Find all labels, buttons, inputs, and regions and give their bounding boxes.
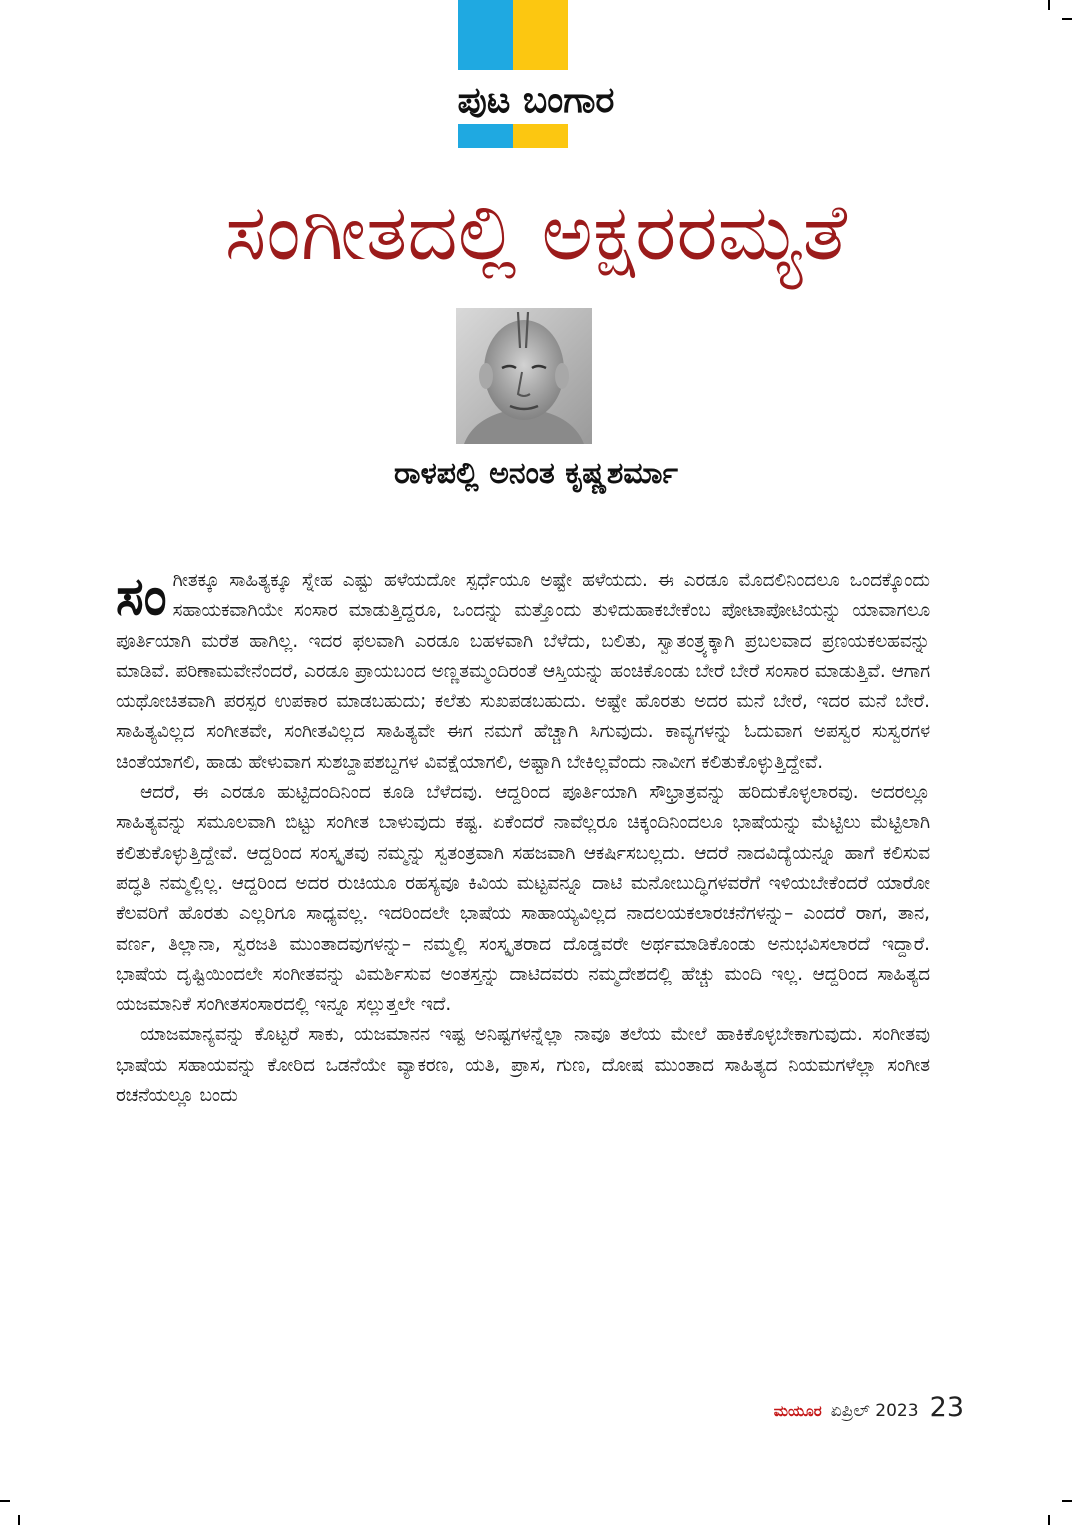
crop-mark: [1048, 0, 1050, 10]
crop-mark: [0, 1500, 10, 1502]
crop-mark: [1062, 1500, 1072, 1502]
section-label: ಪುಟ ಬಂಗಾರ: [457, 80, 615, 121]
crop-mark: [1048, 1515, 1050, 1525]
issue-date: ಏಪ್ರಿಲ್ 2023: [830, 1401, 919, 1421]
crop-mark: [1062, 18, 1072, 20]
page-footer: [680, 1390, 964, 1429]
article-headline: ಸಂಗೀತದಲ್ಲಿ ಅಕ್ಷರರಮ್ಯತೆ: [224, 188, 848, 278]
author-portrait: [456, 308, 592, 444]
page-number: 23: [929, 1392, 964, 1423]
article-paragraph: ಆದರೆ, ಈ ಎರಡೂ ಹುಟ್ಟಿದಂದಿನಿಂದ ಕೂಡಿ ಬೆಳೆದವು. ಆದ್ದರಿಂದ ಪೂರ್ತಿಯಾಗಿ ಸೌಭ್ರಾತ್ರವನ್ನು ಹರಿದುಕೊಳ್ಳಲಾರವು. ಅದರಲ್ಲೂ ಸಾಹಿತ್ಯವನ್ನು ಸಮೂಲವಾಗಿ ಬಿಟ್ಟು ಸಂಗೀತ ಬಾಳುವುದು ಕಷ್ಟ. ಏಕೆಂದರೆ ನಾವೆಲ್ಲರೂ ಚಿಕ್ಕಂದಿನಿಂದಲೂ ಭಾಷೆಯನ್ನು ಮೆಟ್ಟಿಲು ಮೆಟ್ಟಿಲಾಗಿ ಕಲಿತುಕೊಳ್ಳುತ್ತಿದ್ದೇವೆ. ಆದ್ದರಿಂದ ಸಂಸ್ಕೃತವು ನಮ್ಮನ್ನು ಸ್ವತಂತ್ರವಾಗಿ ಸಹಜವಾಗಿ ಆಕರ್ಷಿಸಬಲ್ಲದು. ಆದರೆ ನಾದವಿದ್ಯೆಯನ್ನೂ ಹಾಗೆ ಕಲಿಸುವ ಪದ್ಧತಿ ನಮ್ಮಲ್ಲಿಲ್ಲ. ಆದ್ದರಿಂದ ಅದರ ರುಚಿಯೂ ರಹಸ್ಯವೂ ಕಿವಿಯ ಮಟ್ಟವನ್ನೂ ದಾಟಿ ಮನೋಬುದ್ಧಿಗಳವರೆಗೆ ಇಳಿಯಬೇಕೆಂದರೆ ಯಾರೋ ಕೆಲವರಿಗೆ ಹೊರತು ಎಲ್ಲರಿಗೂ ಸಾಧ್ಯವಲ್ಲ. ಇದರಿಂದಲೇ ಭಾಷೆಯ ಸಾಹಾಯ್ಯವಿಲ್ಲದ ನಾದಲಯಕಲಾರಚನೆಗಳನ್ನು– ಎಂದರೆ ರಾಗ, ತಾನ, ವರ್ಣ, ತಿಲ್ಲಾನಾ, ಸ್ವರಜತಿ ಮುಂತಾದವುಗಳನ್ನು– ನಮ್ಮಲ್ಲಿ ಸಂಸ್ಕೃತರಾದ ದೊಡ್ಡವರೇ ಅರ್ಥಮಾಡಿಕೊಂಡು ಅನುಭವಿಸಲಾರದೆ ಇದ್ದಾರೆ. ಭಾಷೆಯ ದೃಷ್ಟಿಯಿಂದಲೇ ಸಂಗೀತವನ್ನು ವಿಮರ್ಶಿಸುವ ಅಂತಸ್ತನ್ನು ದಾಟಿದವರು ನಮ್ಮದೇಶದಲ್ಲಿ ಹೆಚ್ಚು ಮಂದಿ ಇಲ್ಲ. ಆದ್ದರಿಂದ ಸಾಹಿತ್ಯದ ಯಜಮಾನಿಕೆ ಸಂಗೀತಸಂಸಾರದಲ್ಲಿ ಇನ್ನೂ ಸಲ್ಲುತ್ತಲೇ ಇದೆ.: [116, 782, 930, 1016]
article-paragraph: ಯಾಜಮಾನ್ಯವನ್ನು ಕೊಟ್ಟರೆ ಸಾಕು, ಯಜಮಾನನ ಇಷ್ಟ ಅನಿಷ್ಟಗಳನ್ನೆಲ್ಲಾ ನಾವೂ ತಲೆಯ ಮೇಲೆ ಹಾಕಿಕೊಳ್ಳಬೇಕಾಗುವುದು. ಸಂಗೀತವು ಭಾಷೆಯ ಸಹಾಯವನ್ನು ಕೋರಿದ ಒಡನೆಯೇ ವ್ಯಾಕರಣ, ಯತಿ, ಪ್ರಾಸ, ಗುಣ, ದೋಷ ಮುಂತಾದ ಸಾಹಿತ್ಯದ ನಿಯಮಗಳೆಲ್ಲಾ ಸಂಗೀತ ರಚನೆಯಲ್ಲೂ ಬಂದು: [116, 1024, 930, 1107]
crop-mark: [18, 1515, 20, 1525]
author-name: ರಾಳಪಲ್ಲಿ ಅನಂತ ಕೃಷ್ಣಶರ್ಮಾ: [394, 456, 678, 491]
paragraph-text: ಗೀತಕ್ಕೂ ಸಾಹಿತ್ಯಕ್ಕೂ ಸ್ನೇಹ ಎಷ್ಟು ಹಳೆಯದೋ ಸ್ಪರ್ಧೆಯೂ ಅಷ್ಟೇ ಹಳೆಯದು. ಈ ಎರಡೂ ಮೊದಲಿನಿಂದಲೂ ಒಂದಕ್ಕೊಂದು ಸಹಾಯಕವಾಗಿಯೇ ಸಂಸಾರ ಮಾಡುತ್ತಿದ್ದರೂ, ಒಂದನ್ನು ಮತ್ತೊಂದು ತುಳಿದುಹಾಕಬೇಕೆಂಬ ಪೋಟಾಪೋಟಿಯನ್ನು ಯಾವಾಗಲೂ ಪೂರ್ತಿಯಾಗಿ ಮರೆತ ಹಾಗಿಲ್ಲ. ಇದರ ಫಲವಾಗಿ ಎರಡೂ ಬಹಳವಾಗಿ ಬೆಳೆದು, ಬಲಿತು, ಸ್ವಾತಂತ್ರ್ಯಕ್ಕಾಗಿ ಪ್ರಬಲವಾದ ಪ್ರಣಯಕಲಹವನ್ನು ಮಾಡಿವೆ. ಪರಿಣಾಮವೇನೆಂದರೆ, ಎರಡೂ ಪ್ರಾಯಬಂದ ಅಣ್ಣತಮ್ಮಂದಿರಂತೆ ಆಸ್ತಿಯನ್ನು ಹಂಚಿಕೊಂಡು ಬೇರೆ ಬೇರೆ ಸಂಸಾರ ಮಾಡುತ್ತಿವೆ. ಆಗಾಗ ಯಥೋಚಿತವಾಗಿ ಪರಸ್ಪರ ಉಪಕಾರ ಮಾಡಬಹುದು; ಕಲೆತು ಸುಖಪಡಬಹುದು. ಅಷ್ಟೇ ಹೊರತು ಅದರ ಮನೆ ಬೇರೆ, ಇದರ ಮನೆ ಬೇರೆ. ಸಾಹಿತ್ಯವಿಲ್ಲದ ಸಂಗೀತವೇ, ಸಂಗೀತವಿಲ್ಲದ ಸಾಹಿತ್ಯವೇ ಈಗ ನಮಗೆ ಹೆಚ್ಚಾಗಿ ಸಿಗುವುದು. ಕಾವ್ಯಗಳನ್ನು ಓದುವಾಗ ಅಪಸ್ವರ ಸುಸ್ವರಗಳ ಚಿಂತೆಯಾಗಲಿ, ಹಾಡು ಹೇಳುವಾಗ ಸುಶಬ್ದಾಪಶಬ್ದಗಳ ವಿವಕ್ಷೆಯಾಗಲಿ, ಅಷ್ಟಾಗಿ ಬೇಕಿಲ್ಲವೆಂದು ನಾವೀಗ ಕಲಿತುಕೊಳ್ಳುತ್ತಿದ್ದೇವೆ.: [116, 570, 930, 773]
magazine-name: ಮಯೂರ: [773, 1402, 822, 1420]
article-paragraph: [116, 566, 930, 778]
drop-cap: ಸಂ: [116, 567, 167, 627]
article-body: [116, 566, 930, 1111]
